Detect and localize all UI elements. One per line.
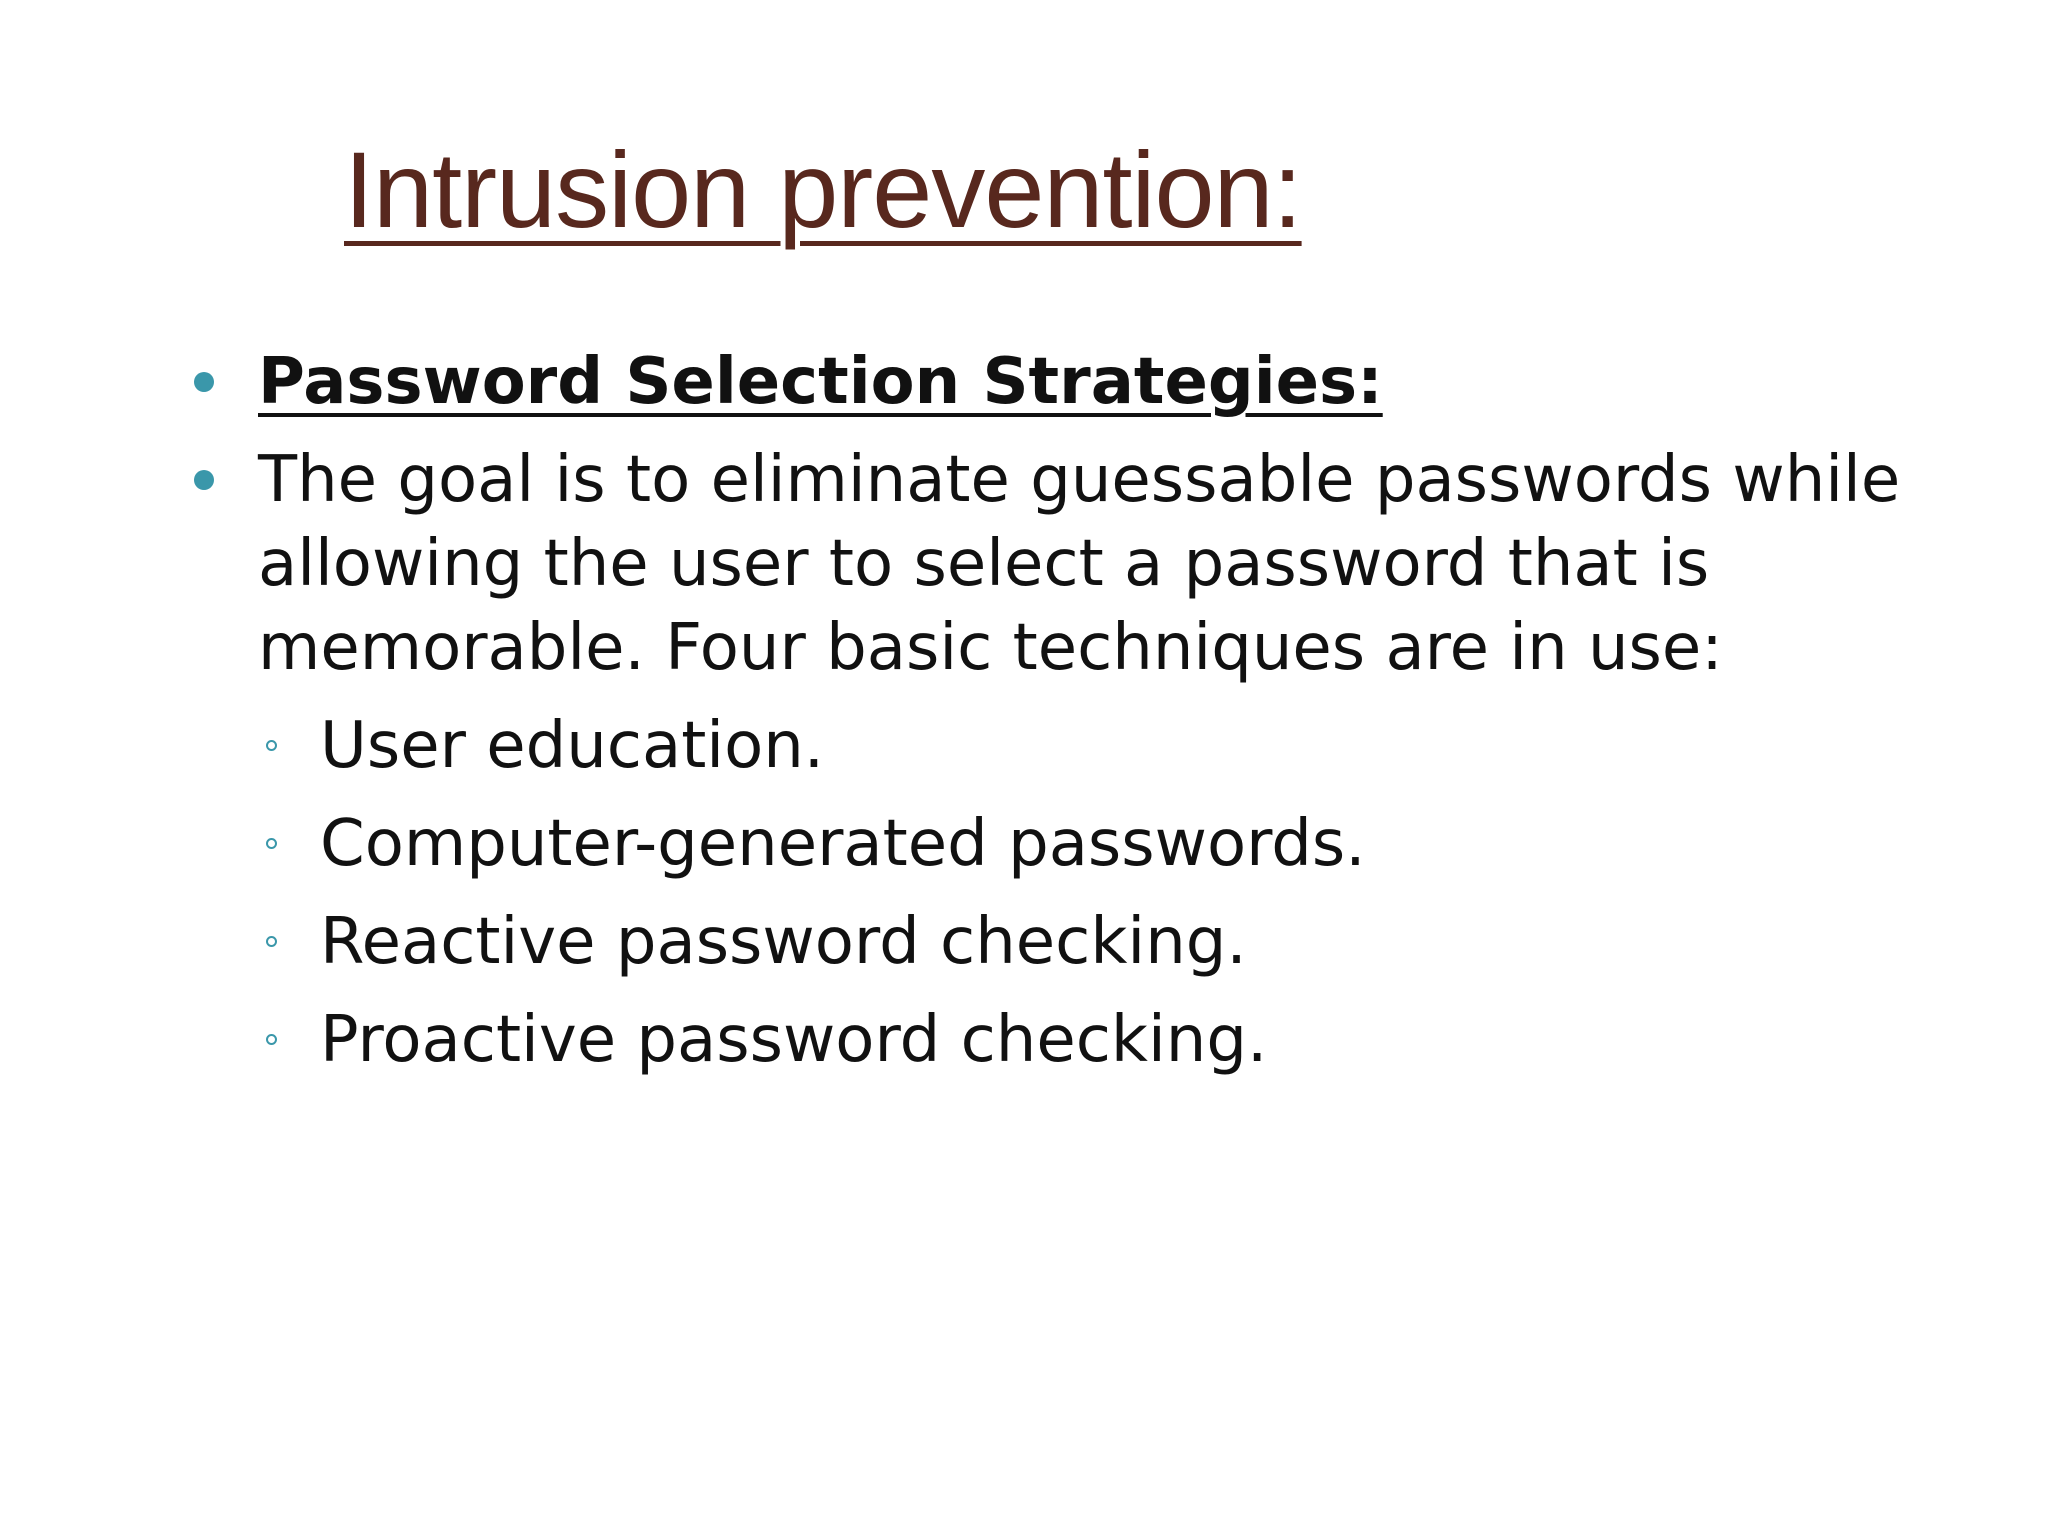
bullet-item: [190, 438, 1950, 690]
sub-bullet-item: [190, 998, 1950, 1082]
sub-bullet-text: Proactive password checking.: [320, 1003, 1268, 1077]
sub-bullet-item: [190, 704, 1950, 788]
sub-bullet-text: Reactive password checking.: [320, 905, 1247, 979]
bullet-dot-icon: [194, 372, 214, 392]
sub-bullet-item: [190, 802, 1950, 886]
sub-bullet-ring-icon: [266, 838, 277, 849]
bullet-item: [190, 340, 1950, 424]
bullet-text: The goal is to eliminate guessable passwords while allowing the user to select a password that is memorable. Four basic techniques are in use:: [258, 443, 1901, 685]
slide-title: Intrusion prevention:: [344, 129, 1302, 250]
sub-bullet-ring-icon: [266, 1034, 277, 1045]
bullet-dot-icon: [194, 470, 214, 490]
sub-bullet-ring-icon: [266, 740, 277, 751]
sub-bullet-item: [190, 900, 1950, 984]
bullet-heading: Password Selection Strategies:: [258, 345, 1383, 419]
slide-body: [190, 340, 1950, 1096]
sub-bullet-text: User education.: [320, 709, 825, 783]
sub-bullet-ring-icon: [266, 936, 277, 947]
sub-bullet-text: Computer-generated passwords.: [320, 807, 1366, 881]
